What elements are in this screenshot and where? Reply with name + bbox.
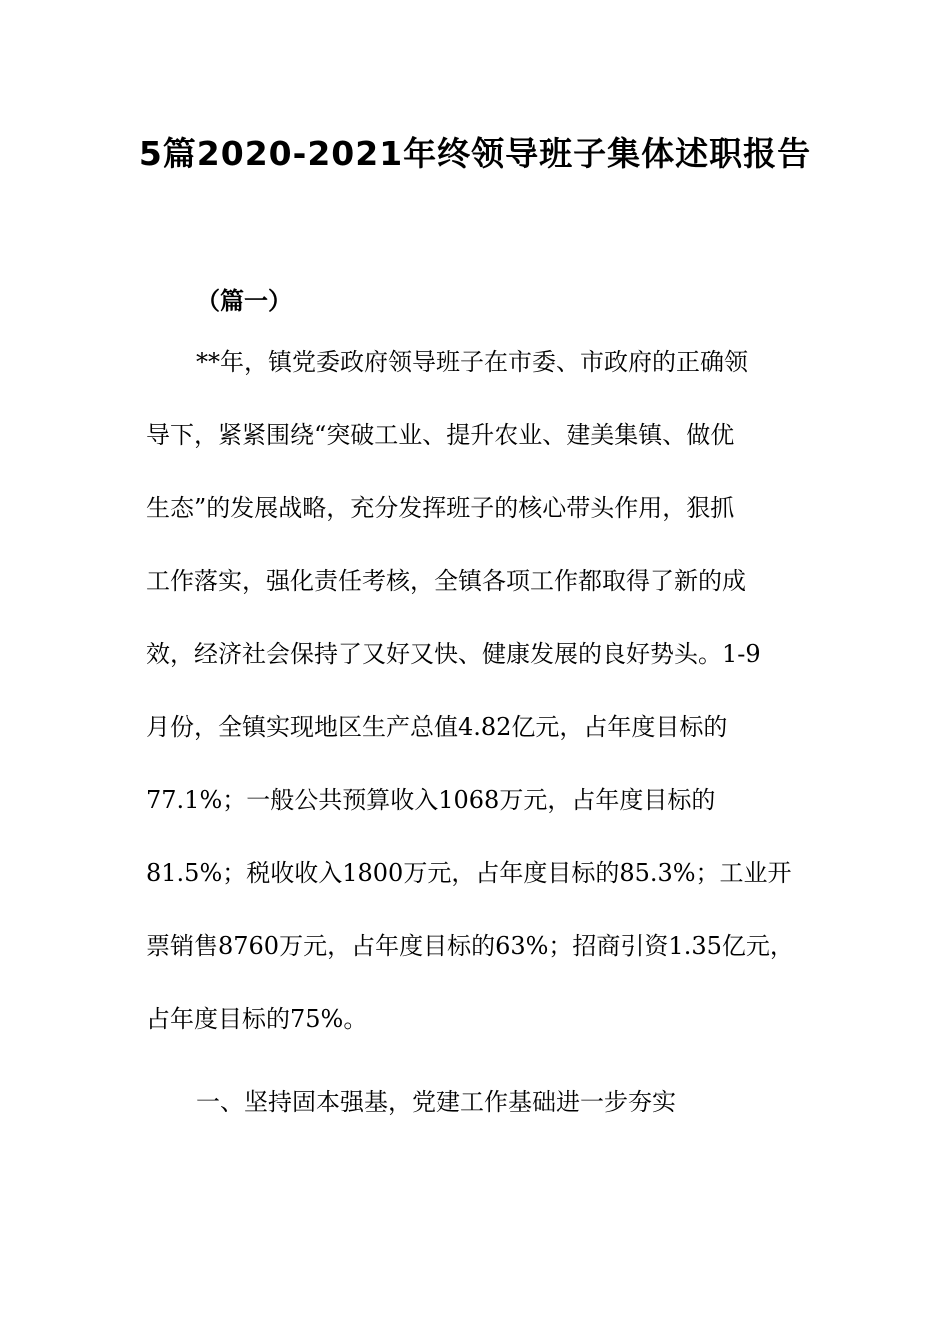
section-heading: （篇一） bbox=[196, 287, 292, 315]
subheading-line: 一、坚持固本强基，党建工作基础进一步夯实 bbox=[196, 1088, 676, 1116]
paragraph-line: 票销售8760万元，占年度目标的63%；招商引资1.35亿元， bbox=[146, 932, 794, 960]
paragraph-line: 效，经济社会保持了又好又快、健康发展的良好势头。1-9 bbox=[146, 640, 761, 668]
document-title: 5篇2020-2021年终领导班子集体述职报告 bbox=[138, 134, 812, 173]
paragraph-line: 工作落实，强化责任考核，全镇各项工作都取得了新的成 bbox=[146, 567, 746, 595]
paragraph-line: 导下，紧紧围绕“突破工业、提升农业、建美集镇、做优 bbox=[146, 421, 735, 449]
subheading bbox=[146, 1066, 806, 1139]
body-paragraph bbox=[146, 326, 806, 1056]
paragraph-line: 81.5%；税收收入1800万元，占年度目标的85.3%；工业开 bbox=[146, 859, 792, 887]
paragraph-line: 77.1%；一般公共预算收入1068万元，占年度目标的 bbox=[146, 786, 716, 814]
paragraph-line: 月份，全镇实现地区生产总值4.82亿元，占年度目标的 bbox=[146, 713, 728, 741]
paragraph-line: **年，镇党委政府领导班子在市委、市政府的正确领 bbox=[196, 348, 748, 376]
paragraph-line: 生态”的发展战略，充分发挥班子的核心带头作用，狠抓 bbox=[146, 494, 735, 522]
paragraph-line: 占年度目标的75%。 bbox=[146, 1005, 368, 1033]
